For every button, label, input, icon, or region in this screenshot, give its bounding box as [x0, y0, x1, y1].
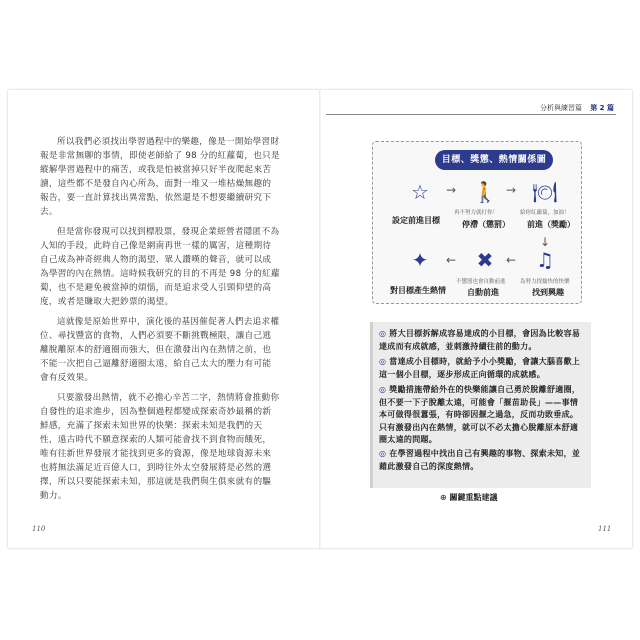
- node-goal-passion: 對目標產生熱情: [390, 286, 446, 295]
- bullet-item: ◎ 在學習過程中找出自己有興趣的事物、探索未知，並藉此激發自己的深度熱情。: [379, 449, 581, 471]
- note-happy: 為努力找愉快的快樂: [520, 279, 570, 285]
- key-points-caption: ⊕ 關鍵重點建議: [440, 493, 498, 502]
- sparkle-icon: ✦: [411, 248, 429, 272]
- diagram-title: 目標、獎懲、熱情關係圖: [435, 150, 553, 170]
- key-points-box: [370, 322, 591, 488]
- page-number-left: 110: [32, 525, 46, 533]
- node-auto-advance: 自動前進: [467, 288, 499, 297]
- section-title: 分析與練習篇: [540, 104, 583, 112]
- node-set-goal: 設定前進目標: [392, 216, 440, 225]
- note-carrot: 給你紅蘿蔔，加油！: [520, 210, 570, 216]
- arrow-down-icon: ↓: [540, 235, 551, 249]
- header-rule: [326, 114, 616, 115]
- bullet-item: ◎ 當達成小目標時，就給予小小獎勵，會讓大腦喜歡上這一個小目標，逐步形成正向循環的成就感。: [379, 357, 581, 379]
- paragraph-4: 只要激發出熱情，就不必擔心辛苦二字，熱情將會推動你自發性的追求進步，因為整個過程都變成探索奇妙最稱的新鮮感，充滿了探索未知世界的快樂：探索未知是我們的天性，遠古時代不願意探索的人類可能會找不到食物而餓死，唯有往新世界發展才能找到更多的資源，像是地球資源未來也將無法滿足近百億人口，到時往外太空發展將是必然的選擇，所以只要能探索未知，那這就是我們與生俱來就有的驅動力。: [40, 393, 280, 501]
- node-hesitate: 停滯（懲罰）: [462, 220, 510, 229]
- left-column: [40, 135, 280, 509]
- arrow-left-icon: ←: [506, 253, 517, 267]
- note-no-punish: 不懲罰也會自動前進: [456, 279, 506, 285]
- gutter: [319, 90, 321, 548]
- bullet-item: ◎ 獎勵措施帶給外在的快樂能讓自己勇於脫離舒適圈，但不要一下子脫離太遠，可能會「揠苗助長」——事情本可做得很囂張，有時卻因揠之過急，反而功敗垂成。只有激發出內在熱情，就可以不必太擔心脫離原本舒適圈太遠的問題。: [379, 385, 581, 444]
- radio-dot-icon: ◎: [379, 385, 387, 394]
- chapter-label: 第 2 篇: [590, 104, 614, 112]
- crossed-figures-icon: ✖: [476, 248, 494, 272]
- arrow-right-icon: →: [446, 183, 457, 197]
- page-number-right: 111: [598, 525, 612, 533]
- bullet-item: ◎ 將大目標拆解成容易達成的小目標，會因為比較容易達成而有成就感，並刺激持續往前的動力。: [379, 329, 581, 351]
- whip-figures-icon: 🚶: [472, 180, 498, 204]
- page-header: [540, 103, 614, 113]
- music-note-icon: ♫: [536, 248, 554, 272]
- paragraph-1: 所以我們必須找出學習過程中的樂趣，像是一開始學習財報是非常無聊的事情，即使老師給了 98 分的紅蘿蔔，也只是縱解學習過程中的痛苦，或我是怕被當掉只好半夜爬起來苦讀，這些都不是發自內心所為，面對一堆又一堆枯燥無趣的報告，要一直計算找出異常點，依然還是不想要繼續研究下去。: [40, 137, 280, 217]
- paragraph-2: 但是當你發現可以找到標股票，發現企業經營者隱匿不為人知的手段，此時自己像是網南再世一樣的厲害，這種期待自己成為神奇經典人物的渴望、眾人讚嘆的聲音，就可以成為學習的內在熱情。這時候我研究的目的不再是 98 分的紅蘿蔔，也不是避免被當掉的煩惱，而是追求受人引頸仰望的高度，或者是賺取大把鈔票的渴望。: [40, 227, 280, 307]
- node-find-interest: 找到興趣: [532, 288, 564, 297]
- star-icon: ☆: [411, 180, 429, 204]
- note-no-effort: 再不努力就打你！: [454, 210, 499, 216]
- radio-dot-icon: ◎: [379, 329, 387, 338]
- radio-dot-icon: ◎: [379, 357, 387, 366]
- radio-dot-icon: ◎: [379, 449, 387, 458]
- cloche-icon: 🍽: [532, 180, 558, 204]
- arrow-right-icon: →: [506, 183, 517, 197]
- arrow-left-icon: ←: [446, 253, 457, 267]
- paragraph-3: 這就像是原始世界中，演化後的基因催促著人們去追求權位、尋找豐富的食物，人們必須要不斷挑戰極限，讓自己逃離脫離原本的舒適圈而強大，但在激發出內在熱情之前，也不能一次把自己逼離舒適圈太遠，給自己太大的壓力有可能會有反效果。: [40, 317, 280, 383]
- node-advance: 前進（獎勵）: [527, 220, 575, 229]
- arrow-circle-icon: ⊕: [440, 493, 447, 502]
